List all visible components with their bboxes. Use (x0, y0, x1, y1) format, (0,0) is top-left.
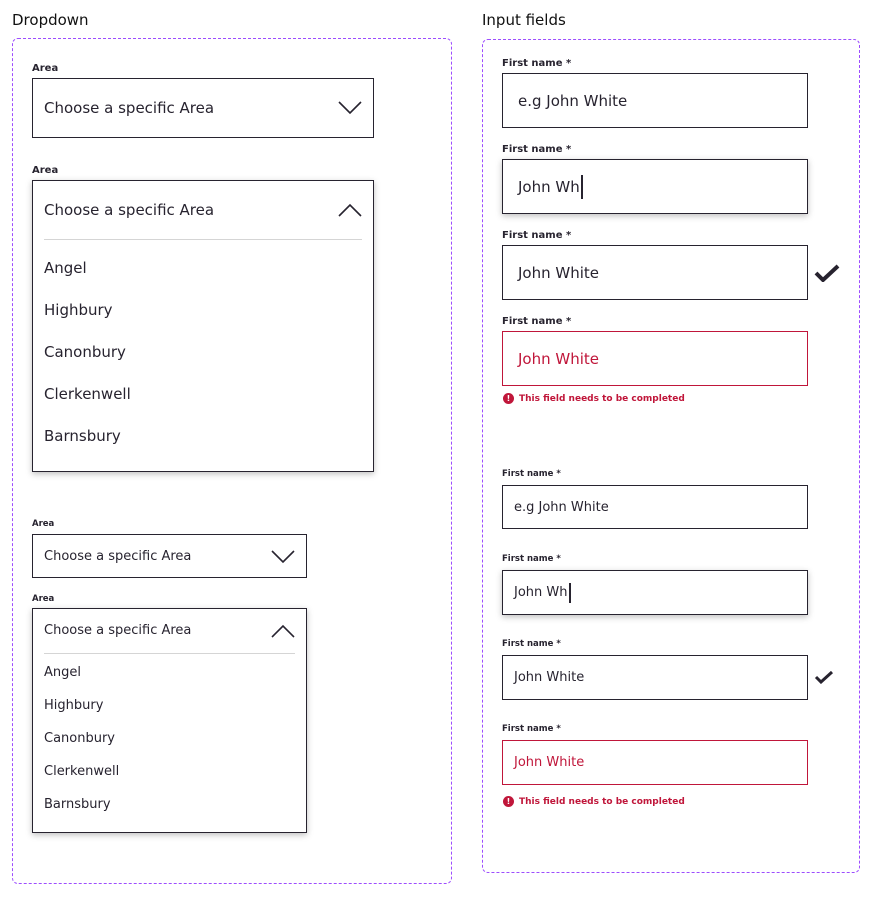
divider (44, 653, 295, 654)
first-name-label: First name * (502, 230, 572, 241)
input-placeholder: e.g John White (514, 499, 609, 515)
first-name-input-focused-small[interactable] (502, 570, 808, 615)
input-value: John White (514, 755, 585, 770)
input-placeholder: e.g John White (518, 91, 628, 110)
input-value: John White (518, 263, 599, 282)
first-name-label: First name * (502, 469, 561, 479)
option-canonbury[interactable]: Canonbury (44, 731, 116, 746)
option-barnsbury[interactable]: Barnsbury (44, 797, 111, 812)
first-name-input-valid-small[interactable] (502, 655, 808, 700)
input-value: John Wh (514, 585, 568, 600)
first-name-label: First name * (502, 144, 572, 155)
error-message (503, 796, 685, 807)
option-barnsbury[interactable]: Barnsbury (44, 427, 121, 445)
chevron-down-icon (338, 101, 362, 115)
first-name-input-empty-small[interactable] (502, 485, 808, 529)
dropdown-placeholder: Choose a specific Area (44, 99, 215, 117)
area-label: Area (32, 519, 55, 529)
first-name-label: First name * (502, 316, 572, 327)
first-name-label: First name * (502, 554, 561, 564)
first-name-label: First name * (502, 58, 572, 69)
first-name-label: First name * (502, 639, 561, 649)
error-icon: ! (503, 796, 514, 807)
input-value: John White (518, 349, 599, 368)
chevron-up-icon[interactable] (271, 624, 295, 638)
area-label: Area (32, 594, 55, 604)
error-message (503, 393, 685, 404)
error-icon: ! (503, 393, 514, 404)
checkmark-icon (814, 264, 840, 282)
option-clerkenwell[interactable]: Clerkenwell (44, 385, 131, 403)
area-dropdown-closed[interactable] (32, 78, 374, 138)
first-name-input-valid[interactable] (502, 245, 808, 300)
error-text: This field needs to be completed (519, 393, 685, 404)
option-highbury[interactable]: Highbury (44, 301, 113, 319)
checkmark-icon (814, 670, 834, 684)
text-cursor (569, 583, 571, 603)
area-dropdown-open-small[interactable] (32, 608, 307, 833)
divider (44, 239, 362, 240)
dropdown-placeholder: Choose a specific Area (44, 623, 192, 638)
area-dropdown-closed-small[interactable] (32, 534, 307, 578)
area-label: Area (32, 165, 59, 176)
chevron-up-icon[interactable] (338, 203, 362, 217)
first-name-label: First name * (502, 724, 561, 734)
chevron-down-icon (271, 550, 295, 564)
option-angel[interactable]: Angel (44, 665, 81, 680)
dropdown-placeholder: Choose a specific Area (44, 201, 215, 219)
first-name-input-focused[interactable] (502, 159, 808, 214)
text-cursor (581, 175, 583, 199)
input-value: John White (514, 670, 585, 685)
option-angel[interactable]: Angel (44, 259, 87, 277)
error-text: This field needs to be completed (519, 796, 685, 807)
option-clerkenwell[interactable]: Clerkenwell (44, 764, 120, 779)
input-section-title: Input fields (482, 11, 566, 29)
area-label: Area (32, 63, 59, 74)
option-canonbury[interactable]: Canonbury (44, 343, 126, 361)
dropdown-section-title: Dropdown (12, 11, 89, 29)
option-highbury[interactable]: Highbury (44, 698, 104, 713)
area-dropdown-open[interactable] (32, 180, 374, 472)
input-value: John Wh (518, 177, 580, 196)
first-name-input-error[interactable] (502, 331, 808, 386)
first-name-input-error-small[interactable] (502, 740, 808, 785)
first-name-input-empty[interactable] (502, 73, 808, 128)
dropdown-placeholder: Choose a specific Area (44, 548, 192, 564)
